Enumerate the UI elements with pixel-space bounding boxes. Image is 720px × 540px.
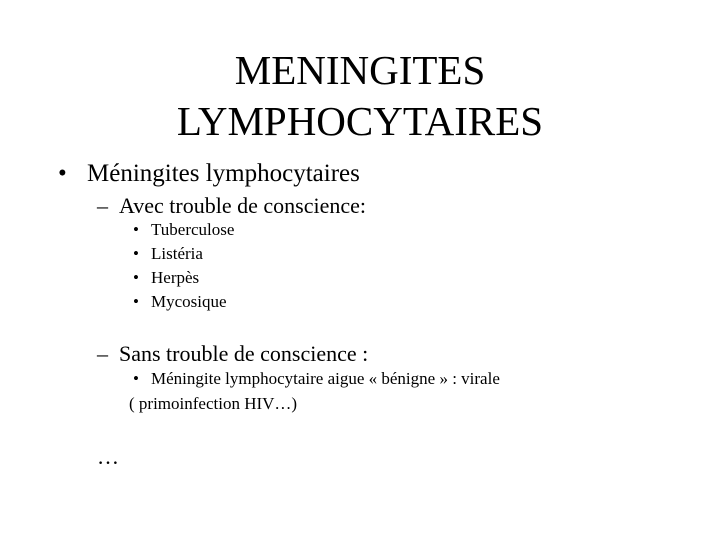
ellipsis: … xyxy=(97,444,119,469)
group2-heading: Sans trouble de conscience : xyxy=(119,341,369,366)
group1-item-bullet: • xyxy=(133,244,139,263)
group1-item-bullet: • xyxy=(133,220,139,239)
group2-item-line-1: Méningite lymphocytaire aigue « bénigne » : virale xyxy=(151,369,500,388)
group2-item-bullet: • xyxy=(133,369,139,388)
level1-bullet: • xyxy=(58,160,67,187)
group1-heading: Avec trouble de conscience: xyxy=(119,193,366,218)
group1-item: Tuberculose xyxy=(151,220,235,239)
slide-title-line-2: LYMPHOCYTAIRES xyxy=(176,98,544,144)
group1-item-bullet: • xyxy=(133,292,139,311)
group1-dash: – xyxy=(97,193,108,218)
group2-item-line-2: ( primoinfection HIV…) xyxy=(129,394,298,413)
group1-item-bullet: • xyxy=(133,268,139,287)
slide-title-line-1: MENINGITES xyxy=(234,47,486,93)
group1-item: Herpès xyxy=(151,268,200,287)
group1-item: Listéria xyxy=(151,244,203,263)
group1-item: Mycosique xyxy=(151,292,227,311)
level1-text: Méningites lymphocytaires xyxy=(87,160,360,187)
group2-dash: – xyxy=(97,341,108,366)
